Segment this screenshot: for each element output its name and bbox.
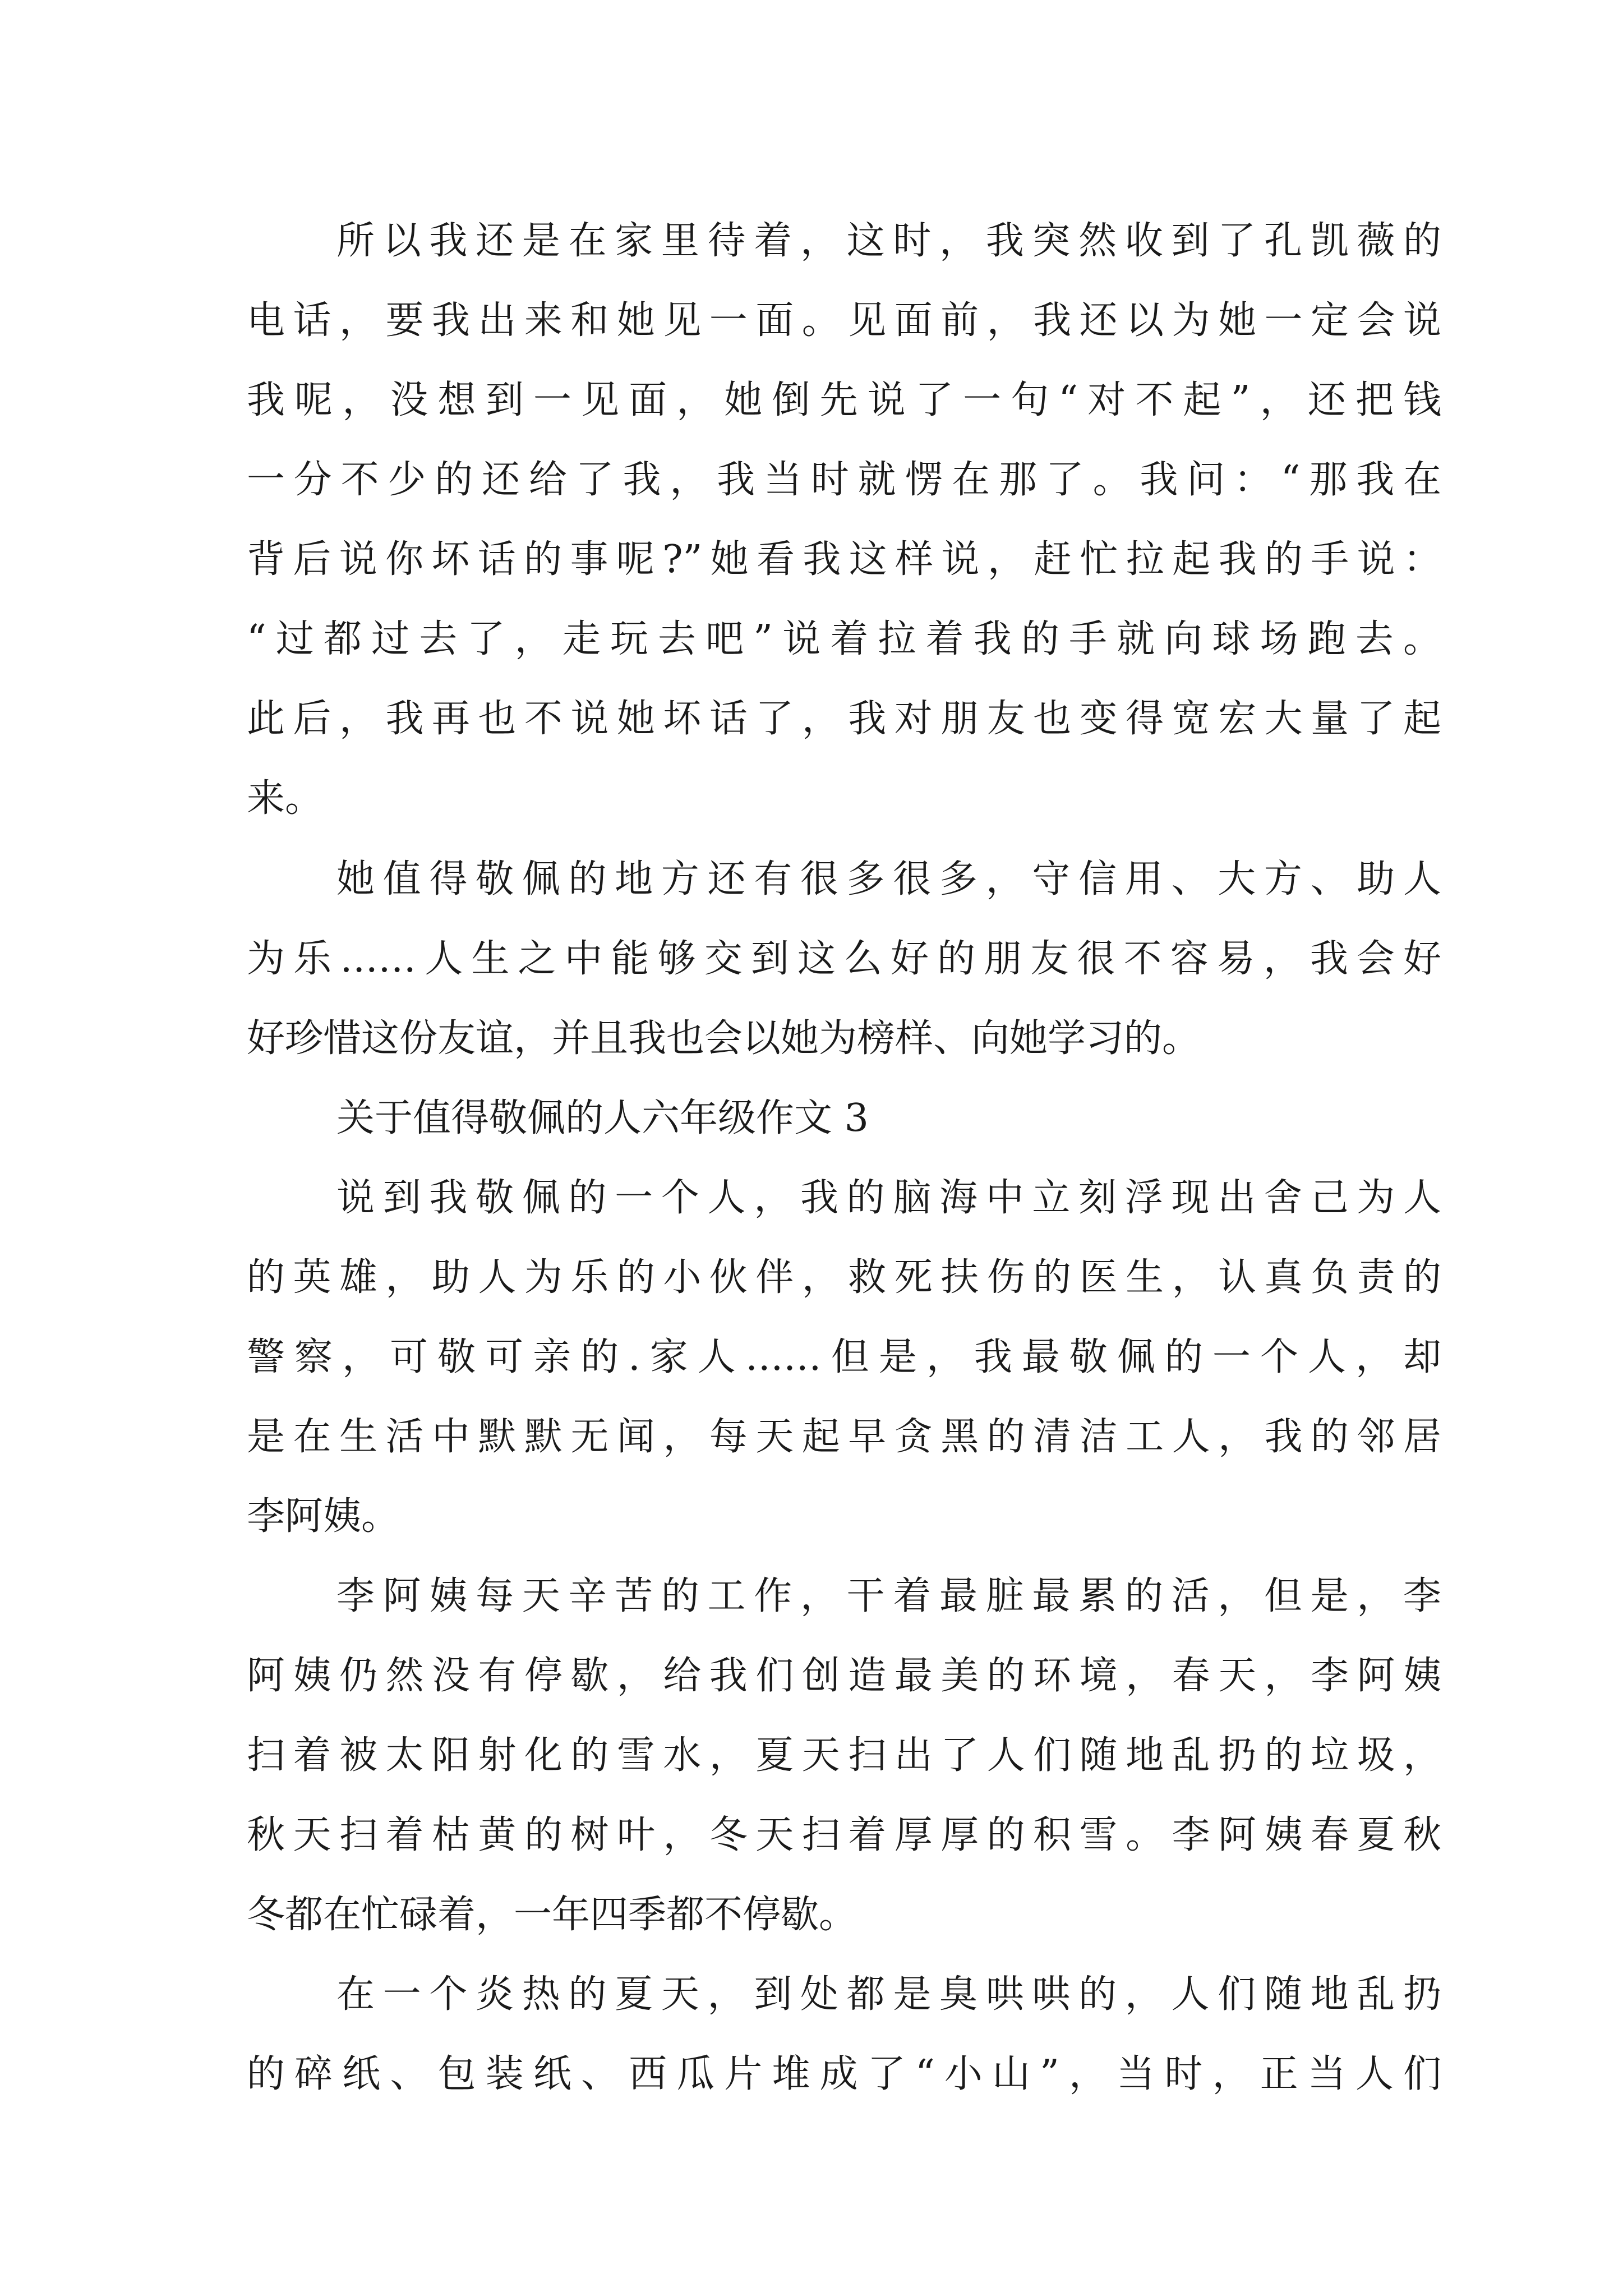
paragraph-line: 为乐……人生之中能够交到这么好的朋友很不容易，我会好 <box>247 937 1441 981</box>
paragraph-line: “过都过去了，走玩去吧”说着拉着我的手就向球场跑去。 <box>247 617 1441 661</box>
paragraph-line: 在一个炎热的夏天，到处都是臭哄哄的，人们随地乱扔 <box>336 1972 1441 2017</box>
paragraph-line: 李阿姨。 <box>247 1494 400 1539</box>
paragraph-line: 的英雄，助人为乐的小伙伴，救死扶伤的医生，认真负责的 <box>247 1255 1441 1300</box>
paragraph-line: 扫着被太阳射化的雪水，夏天扫出了人们随地乱扔的垃圾， <box>247 1733 1441 1778</box>
paragraph-line: 此后，我再也不说她坏话了，我对朋友也变得宽宏大量了起 <box>247 697 1441 741</box>
section-heading: 关于值得敬佩的人六年级作文 3 <box>336 1096 869 1140</box>
paragraph-line: 一分不少的还给了我，我当时就愣在那了。我问：“那我在 <box>247 458 1441 502</box>
paragraph-line: 李阿姨每天辛苦的工作，干着最脏最累的活，但是，李 <box>336 1574 1441 1618</box>
paragraph-line: 所以我还是在家里待着，这时，我突然收到了孔凯薇的 <box>336 219 1441 263</box>
paragraph-line: 警察，可敬可亲的.家人……但是，我最敬佩的一个人，却 <box>247 1335 1441 1379</box>
paragraph-line: 是在生活中默默无闻，每天起早贪黑的清洁工人，我的邻居 <box>247 1415 1441 1459</box>
paragraph-line: 背后说你坏话的事呢?”她看我这样说，赶忙拉起我的手说： <box>247 537 1441 582</box>
paragraph-line: 她值得敬佩的地方还有很多很多，守信用、大方、助人 <box>336 857 1441 901</box>
paragraph-line: 的碎纸、包装纸、西瓜片堆成了“小山”，当时，正当人们 <box>247 2052 1441 2096</box>
paragraph-line: 秋天扫着枯黄的树叶，冬天扫着厚厚的积雪。李阿姨春夏秋 <box>247 1813 1441 1857</box>
paragraph-line: 我呢，没想到一见面，她倒先说了一句“对不起”，还把钱 <box>247 378 1441 422</box>
paragraph-line: 电话，要我出来和她见一面。见面前，我还以为她一定会说 <box>247 298 1441 343</box>
paragraph-line: 说到我敬佩的一个人，我的脑海中立刻浮现出舍己为人 <box>336 1176 1441 1220</box>
paragraph-line: 好珍惜这份友谊，并且我也会以她为榜样、向她学习的。 <box>247 1016 1201 1061</box>
paragraph-line: 冬都在忙碌着，一年四季都不停歇。 <box>247 1893 857 1937</box>
paragraph-line: 阿姨仍然没有停歇，给我们创造最美的环境，春天，李阿姨 <box>247 1654 1441 1698</box>
paragraph-line: 来。 <box>247 776 324 821</box>
